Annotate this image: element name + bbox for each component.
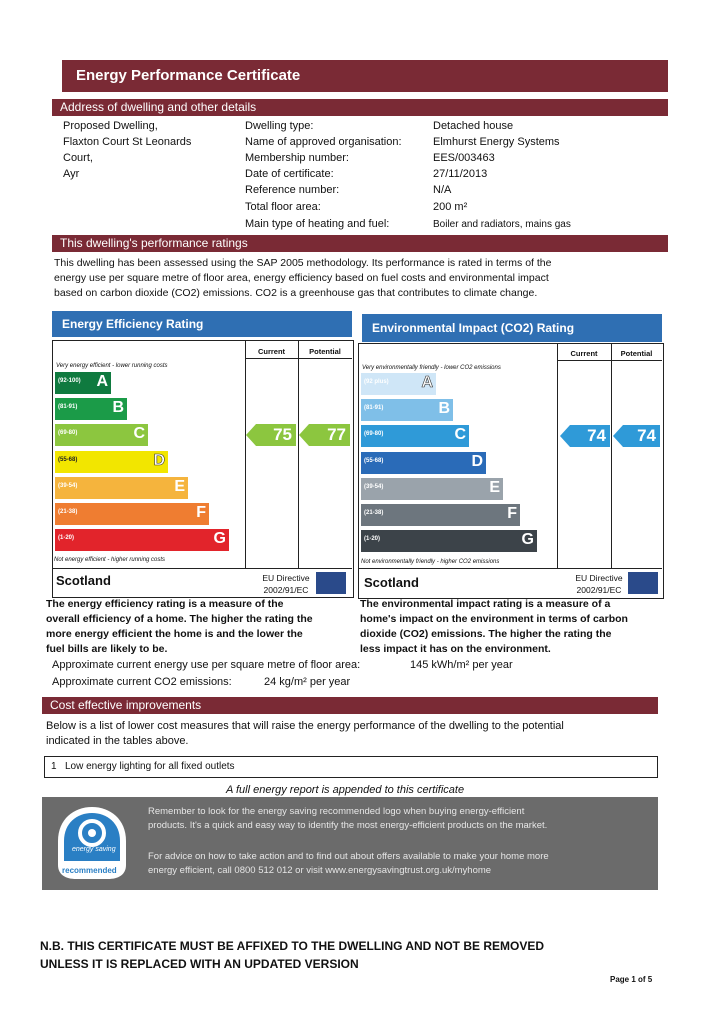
energy-bottom-note: Not energy efficient - higher running costs: [54, 557, 166, 563]
band-letter: C: [133, 425, 145, 443]
band-letter: D: [153, 451, 165, 469]
rating-band-d: [361, 452, 486, 474]
band-range: (39-54): [58, 482, 78, 489]
detail-value: EES/003463: [433, 152, 495, 164]
band-letter: A: [421, 374, 433, 391]
banner-message-2: [148, 850, 654, 878]
energy-current-value: 75: [273, 425, 292, 445]
energy-use-value: 145 kWh/m² per year: [410, 659, 513, 671]
rating-band-e: [361, 478, 503, 500]
eu-line: EU Directive: [575, 573, 623, 583]
band-range: (69-80): [58, 430, 78, 437]
band-letter: E: [489, 478, 500, 496]
energy-saving-banner: [42, 797, 658, 890]
detail-label: Reference number:: [245, 184, 340, 196]
performance-intro: [54, 256, 674, 301]
divider: [358, 568, 662, 569]
address-section-heading: Address of dwelling and other details: [52, 99, 668, 116]
band-letter: A: [96, 373, 108, 390]
rating-band-b: [55, 398, 127, 420]
explanation-line: fuel bills are likely to be.: [46, 643, 168, 655]
intro-line: based on carbon dioxide (CO2) emissions. CO2 is a greenhouse gas that contributes to climate change.: [54, 287, 538, 299]
divider: [557, 360, 662, 361]
logo-text: recommended: [62, 866, 117, 875]
energy-chart-heading: Energy Efficiency Rating: [52, 311, 352, 337]
intro-line: energy use per square metre of floor area, energy efficiency based on fuel costs and environmental impact: [54, 272, 549, 284]
co2-emissions-label: Approximate current CO2 emissions:: [52, 676, 232, 688]
environment-eu-directive: [564, 572, 634, 596]
detail-value: N/A: [433, 184, 452, 196]
detail-value: 27/11/2013: [433, 168, 488, 180]
detail-label: Dwelling type:: [245, 120, 314, 132]
energy-saving-recommended-logo-icon: [52, 803, 132, 883]
page-number: Page 1 of 5: [610, 975, 653, 984]
banner-message-1: [148, 805, 654, 833]
improvements-table: [44, 756, 658, 778]
detail-label: Total floor area:: [245, 201, 321, 213]
divider: [245, 340, 246, 568]
banner-line: energy efficient, call 0800 512 012 or visit www.energysavingtrust.org.uk/myhome: [148, 865, 492, 876]
eu-flag-icon: [628, 572, 658, 594]
explanation-line: less impact it has on the environment.: [360, 643, 551, 655]
rating-band-a: [55, 372, 111, 394]
address-line: Flaxton Court St Leonards: [63, 136, 192, 148]
band-letter: B: [112, 399, 124, 417]
improvement-number: 1: [51, 761, 57, 772]
improvements-section-heading: Cost effective improvements: [42, 697, 658, 714]
band-range: (81-91): [58, 404, 78, 411]
band-range: (81-91): [364, 405, 384, 412]
intro-line: indicated in the tables above.: [46, 735, 189, 747]
detail-value: Elmhurst Energy Systems: [433, 136, 560, 148]
report-note: A full energy report is appended to this certificate: [226, 784, 465, 796]
energy-col-current: Current: [257, 347, 286, 356]
environment-chart-heading: Environmental Impact (CO2) Rating: [362, 314, 662, 342]
rating-band-e: [55, 477, 188, 499]
banner-line: For advice on how to take action and to find out about offers available to make your home more: [148, 851, 549, 862]
divider: [298, 340, 299, 568]
band-letter: B: [438, 400, 450, 418]
rating-band-f: [361, 504, 520, 526]
rating-band-f: [55, 503, 209, 525]
energy-top-note: Very energy efficient - lower running costs: [56, 363, 168, 369]
detail-value: Boiler and radiators, mains gas: [433, 219, 571, 230]
rating-band-a: [361, 373, 436, 395]
address-line: Court,: [63, 152, 93, 164]
divider: [611, 343, 612, 568]
detail-label: Membership number:: [245, 152, 349, 164]
band-range: (1-20): [364, 536, 381, 543]
band-range: (1-20): [58, 535, 75, 542]
co2-emissions-value: 24 kg/m² per year: [264, 676, 351, 688]
improvements-intro: [46, 719, 666, 749]
energy-potential-value: 77: [327, 425, 346, 445]
nb-line: N.B. THIS CERTIFICATE MUST BE AFFIXED TO THE DWELLING AND NOT BE REMOVED: [40, 939, 544, 953]
environment-col-current: Current: [570, 349, 598, 358]
divider: [557, 343, 558, 568]
explanation-line: The energy efficiency rating is a measure of the: [46, 598, 284, 610]
environment-current-rating-arrow: [560, 425, 610, 447]
environment-current-value: 74: [587, 426, 606, 446]
band-letter: F: [507, 505, 517, 522]
energy-current-rating-arrow: [246, 424, 296, 446]
improvement-text: Low energy lighting for all fixed outlets: [65, 761, 235, 772]
band-letter: G: [213, 530, 226, 548]
energy-region: Scotland: [56, 573, 111, 588]
band-range: (55-68): [364, 457, 384, 464]
nb-line: UNLESS IT IS REPLACED WITH AN UPDATED VERSION: [40, 957, 359, 971]
energy-potential-rating-arrow: [299, 424, 350, 446]
environment-potential-value: 74: [637, 426, 656, 446]
eu-line: 2002/91/EC: [576, 585, 622, 595]
band-range: (21-38): [58, 509, 78, 515]
environment-explanation: [360, 597, 660, 657]
rating-band-c: [361, 425, 469, 447]
energy-eu-directive: [252, 572, 320, 596]
intro-line: Below is a list of lower cost measures that will raise the energy performance of the dwelling to the potential: [46, 720, 564, 732]
address-line: Ayr: [63, 168, 80, 180]
banner-line: products. It's a quick and easy way to identify the most energy-efficient products on the market.: [148, 820, 548, 831]
certificate-title: Energy Performance Certificate: [62, 60, 668, 92]
rating-band-g: [361, 530, 537, 552]
explanation-line: dioxide (CO2) emissions. The higher the rating the: [360, 628, 612, 640]
rating-band-c: [55, 424, 148, 446]
explanation-line: more energy efficient the home is and the lower the: [46, 628, 303, 640]
eu-line: 2002/91/EC: [263, 585, 309, 595]
rating-band-g: [55, 529, 229, 551]
band-letter: C: [454, 426, 466, 444]
divider: [245, 358, 352, 359]
energy-use-label: Approximate current energy use per square metre of floor area:: [52, 659, 361, 671]
band-range: (92 plus): [364, 379, 389, 385]
environment-region: Scotland: [364, 575, 419, 590]
band-letter: E: [174, 477, 185, 495]
environment-top-note: Very environmentally friendly - lower CO2 emissions: [362, 365, 501, 371]
band-letter: G: [521, 531, 534, 549]
energy-explanation: [46, 597, 346, 657]
banner-line: Remember to look for the energy saving recommended logo when buying energy-efficient: [148, 806, 525, 817]
energy-col-potential: Potential: [309, 347, 341, 356]
detail-value: 200 m²: [433, 201, 468, 213]
band-range: (39-54): [364, 483, 384, 490]
rating-band-b: [361, 399, 453, 421]
eu-flag-icon: [316, 572, 346, 594]
detail-label: Main type of heating and fuel:: [245, 218, 390, 230]
explanation-line: overall efficiency of a home. The higher the rating the: [46, 613, 313, 625]
environment-bottom-note: Not environmentally friendly - higher CO2 emissions: [361, 559, 500, 565]
detail-label: Name of approved organisation:: [245, 136, 402, 148]
nb-notice: [40, 937, 544, 973]
intro-line: This dwelling has been assessed using the SAP 2005 methodology. Its performance is rated in terms of the: [54, 257, 552, 269]
eu-line: EU Directive: [262, 573, 310, 583]
divider: [52, 568, 352, 569]
band-range: (92-100): [58, 378, 81, 384]
detail-label: Date of certificate:: [245, 168, 334, 180]
rating-band-d: [55, 451, 168, 473]
environment-potential-rating-arrow: [613, 425, 660, 447]
environment-col-potential: Potential: [620, 349, 653, 358]
detail-value: Detached house: [433, 120, 514, 132]
explanation-line: home's impact on the environment in terms of carbon: [360, 613, 628, 625]
logo-arc-text: energy saving: [72, 846, 116, 853]
band-range: (55-68): [58, 456, 78, 463]
address-line: Proposed Dwelling,: [63, 120, 158, 132]
band-range: (21-38): [364, 510, 384, 516]
performance-section-heading: This dwelling's performance ratings: [52, 235, 668, 252]
band-range: (69-80): [364, 431, 384, 438]
band-letter: D: [471, 452, 483, 470]
band-letter: F: [196, 504, 206, 521]
explanation-line: The environmental impact rating is a measure of a: [360, 598, 611, 610]
